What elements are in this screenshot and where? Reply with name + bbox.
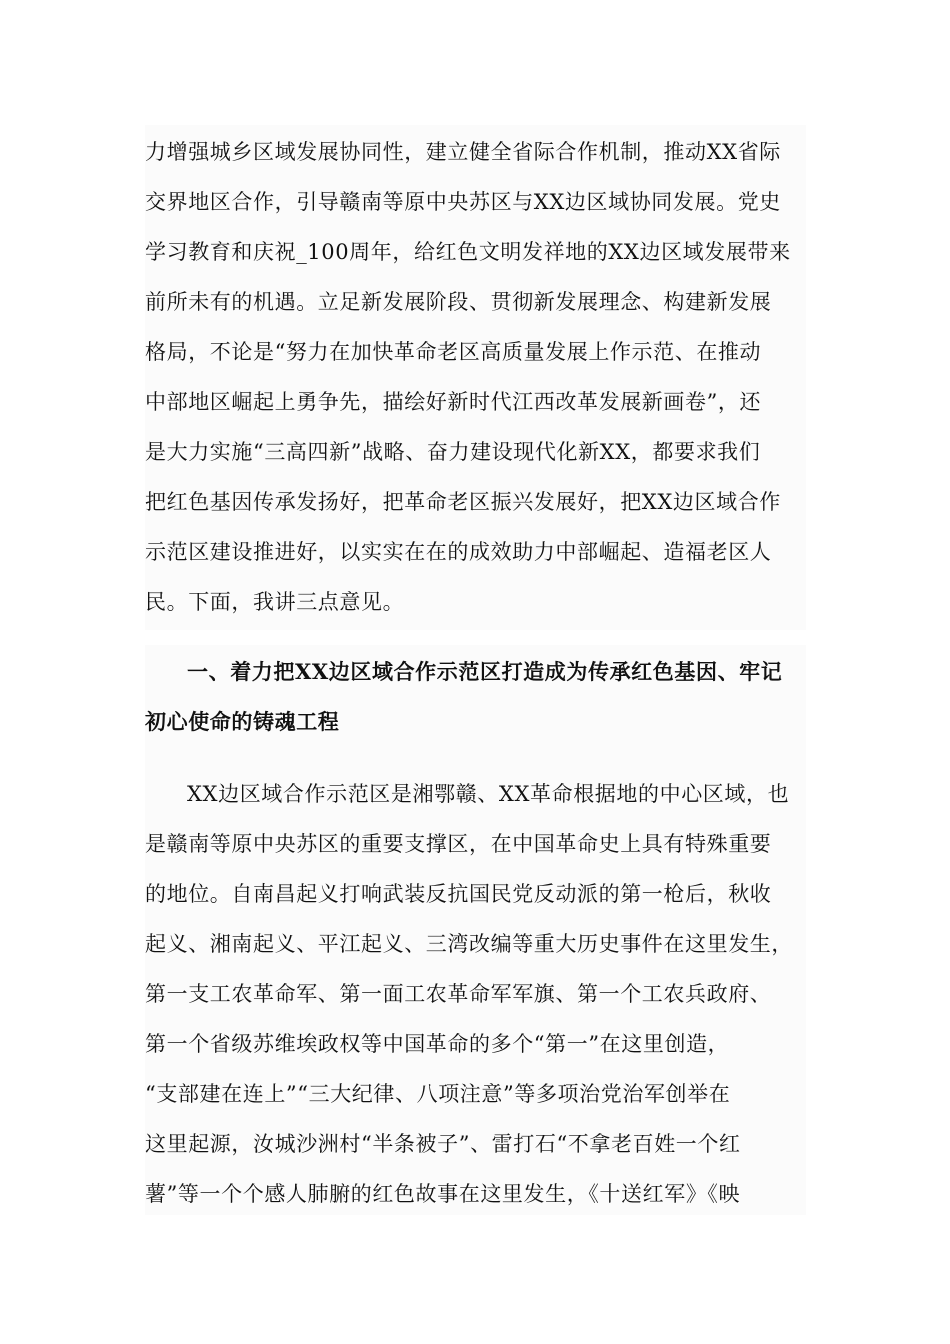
section-heading: 一、着力把XX边区域合作示范区打造成为传承红色基因、牢记 — [187, 659, 783, 684]
text-line: 力增强城乡区域发展协同性，建立健全省际合作机制，推动XX省际 — [145, 140, 781, 164]
section-one — [145, 645, 806, 1215]
text-line: 的地位。自南昌起义打响武装反抗国民党反动派的第一枪后，秋收 — [145, 882, 772, 906]
text-line: 第一个省级苏维埃政权等中国革命的多个“第一”在这里创造， — [145, 1032, 730, 1056]
section-heading: 初心使命的铸魂工程 — [145, 709, 340, 734]
text-line: “支部建在连上”“三大纪律、八项注意”等多项治党治军创举在 — [145, 1082, 731, 1106]
text-line: 是大力实施“三高四新”战略、奋力建设现代化新XX，都要求我们 — [145, 440, 761, 464]
text-line: 格局，不论是“努力在加快革命老区高质量发展上作示范、在推动 — [145, 340, 762, 364]
text-line: 是赣南等原中央苏区的重要支撑区，在中国革命史上具有特殊重要 — [145, 832, 772, 856]
text-line: 交界地区合作，引导赣南等原中央苏区与XX边区域协同发展。党史 — [145, 190, 781, 214]
text-line: 民。下面，我讲三点意见。 — [145, 590, 405, 614]
text-line: 学习教育和庆祝_100周年，给红色文明发祥地的XX边区域发展带来 — [145, 240, 791, 264]
text-line: 中部地区崛起上勇争先，描绘好新时代江西改革发展新画卷”，还 — [145, 390, 762, 414]
text-line: XX边区域合作示范区是湘鄂赣、XX革命根据地的中心区域，也 — [187, 782, 790, 806]
text-line: 薯”等一个个感人肺腑的红色故事在这里发生，《十送红军》《映 — [145, 1182, 741, 1206]
text-line: 起义、湘南起义、平江起义、三湾改编等重大历史事件在这里发生， — [145, 932, 793, 956]
text-line: 这里起源，汝城沙洲村“半条被子”、雷打石“不拿老百姓一个红 — [145, 1132, 741, 1156]
text-line: 把红色基因传承发扬好，把革命老区振兴发展好，把XX边区域合作 — [145, 490, 781, 514]
text-line: 示范区建设推进好，以实实在在的成效助力中部崛起、造福老区人 — [145, 540, 772, 564]
text-line: 第一支工农革命军、第一面工农革命军军旗、第一个工农兵政府、 — [145, 982, 772, 1006]
text-line: 前所未有的机遇。立足新发展阶段、贯彻新发展理念、构建新发展 — [145, 290, 772, 314]
paragraph-continuation — [145, 125, 806, 630]
